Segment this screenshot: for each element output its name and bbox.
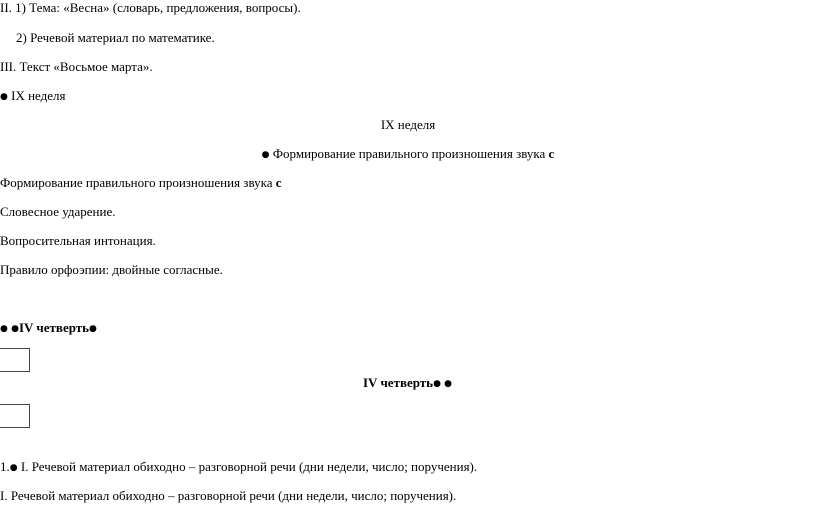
bullet-icon: ●: [433, 379, 441, 389]
line-orthoepy-rule: Правило орфоэпии: двойные согласные.: [0, 262, 223, 277]
bullet-icon: ●: [11, 324, 19, 334]
bullet-icon: ●: [9, 463, 18, 473]
line-pronunciation: [0, 175, 282, 191]
quarter-iv-label: IV четверть: [18, 320, 90, 335]
sound-letter-s: с: [275, 175, 282, 190]
line-question-intonation: Вопросительная интонация.: [0, 233, 156, 248]
pronunciation-text: Формирование правильного произношения звука: [0, 175, 276, 190]
line-word-stress: Словесное ударение.: [0, 204, 116, 219]
line-quarter-iv-bulleted: [0, 320, 97, 337]
bullet-icon: ●: [0, 324, 8, 334]
week-ix-centered-label: IX неделя: [380, 117, 436, 132]
line-quarter-iv-centered: [363, 375, 452, 392]
line-week-ix-centered: [0, 117, 816, 133]
empty-box: [0, 348, 30, 372]
bullet-icon: ●: [444, 379, 453, 389]
line-speech-material: I. Речевой материал обиходно – разговорной речи (дни недели, число; поручения).: [0, 488, 457, 503]
sound-letter-s: с: [548, 146, 555, 161]
bullet-icon: ●: [89, 324, 97, 334]
pronunciation-centered-text: Формирование правильного произношения звука: [269, 146, 549, 161]
line-topic-spring: II. 1) Тема: «Весна» (словарь, предложения, вопросы).: [0, 0, 301, 15]
empty-box: [0, 404, 30, 428]
line-math-speech-material: 2) Речевой материал по математике.: [16, 30, 215, 45]
line-text-eighth-march: III. Текст «Восьмое марта».: [0, 59, 153, 74]
speech-material-numbered-text: I. Речевой материал обиходно – разговорной речи (дни недели, число; поручения).: [17, 459, 478, 474]
bullet-icon: ●: [261, 150, 270, 160]
item-number: 1.: [0, 459, 10, 474]
line-speech-material-numbered: [0, 459, 477, 476]
bullet-icon: ●: [0, 92, 8, 102]
quarter-iv-centered-label: IV четверть: [363, 375, 434, 390]
week-ix-label: IX неделя: [7, 88, 66, 103]
line-pronunciation-centered: [0, 146, 816, 163]
line-week-ix-bulleted: [0, 88, 65, 105]
